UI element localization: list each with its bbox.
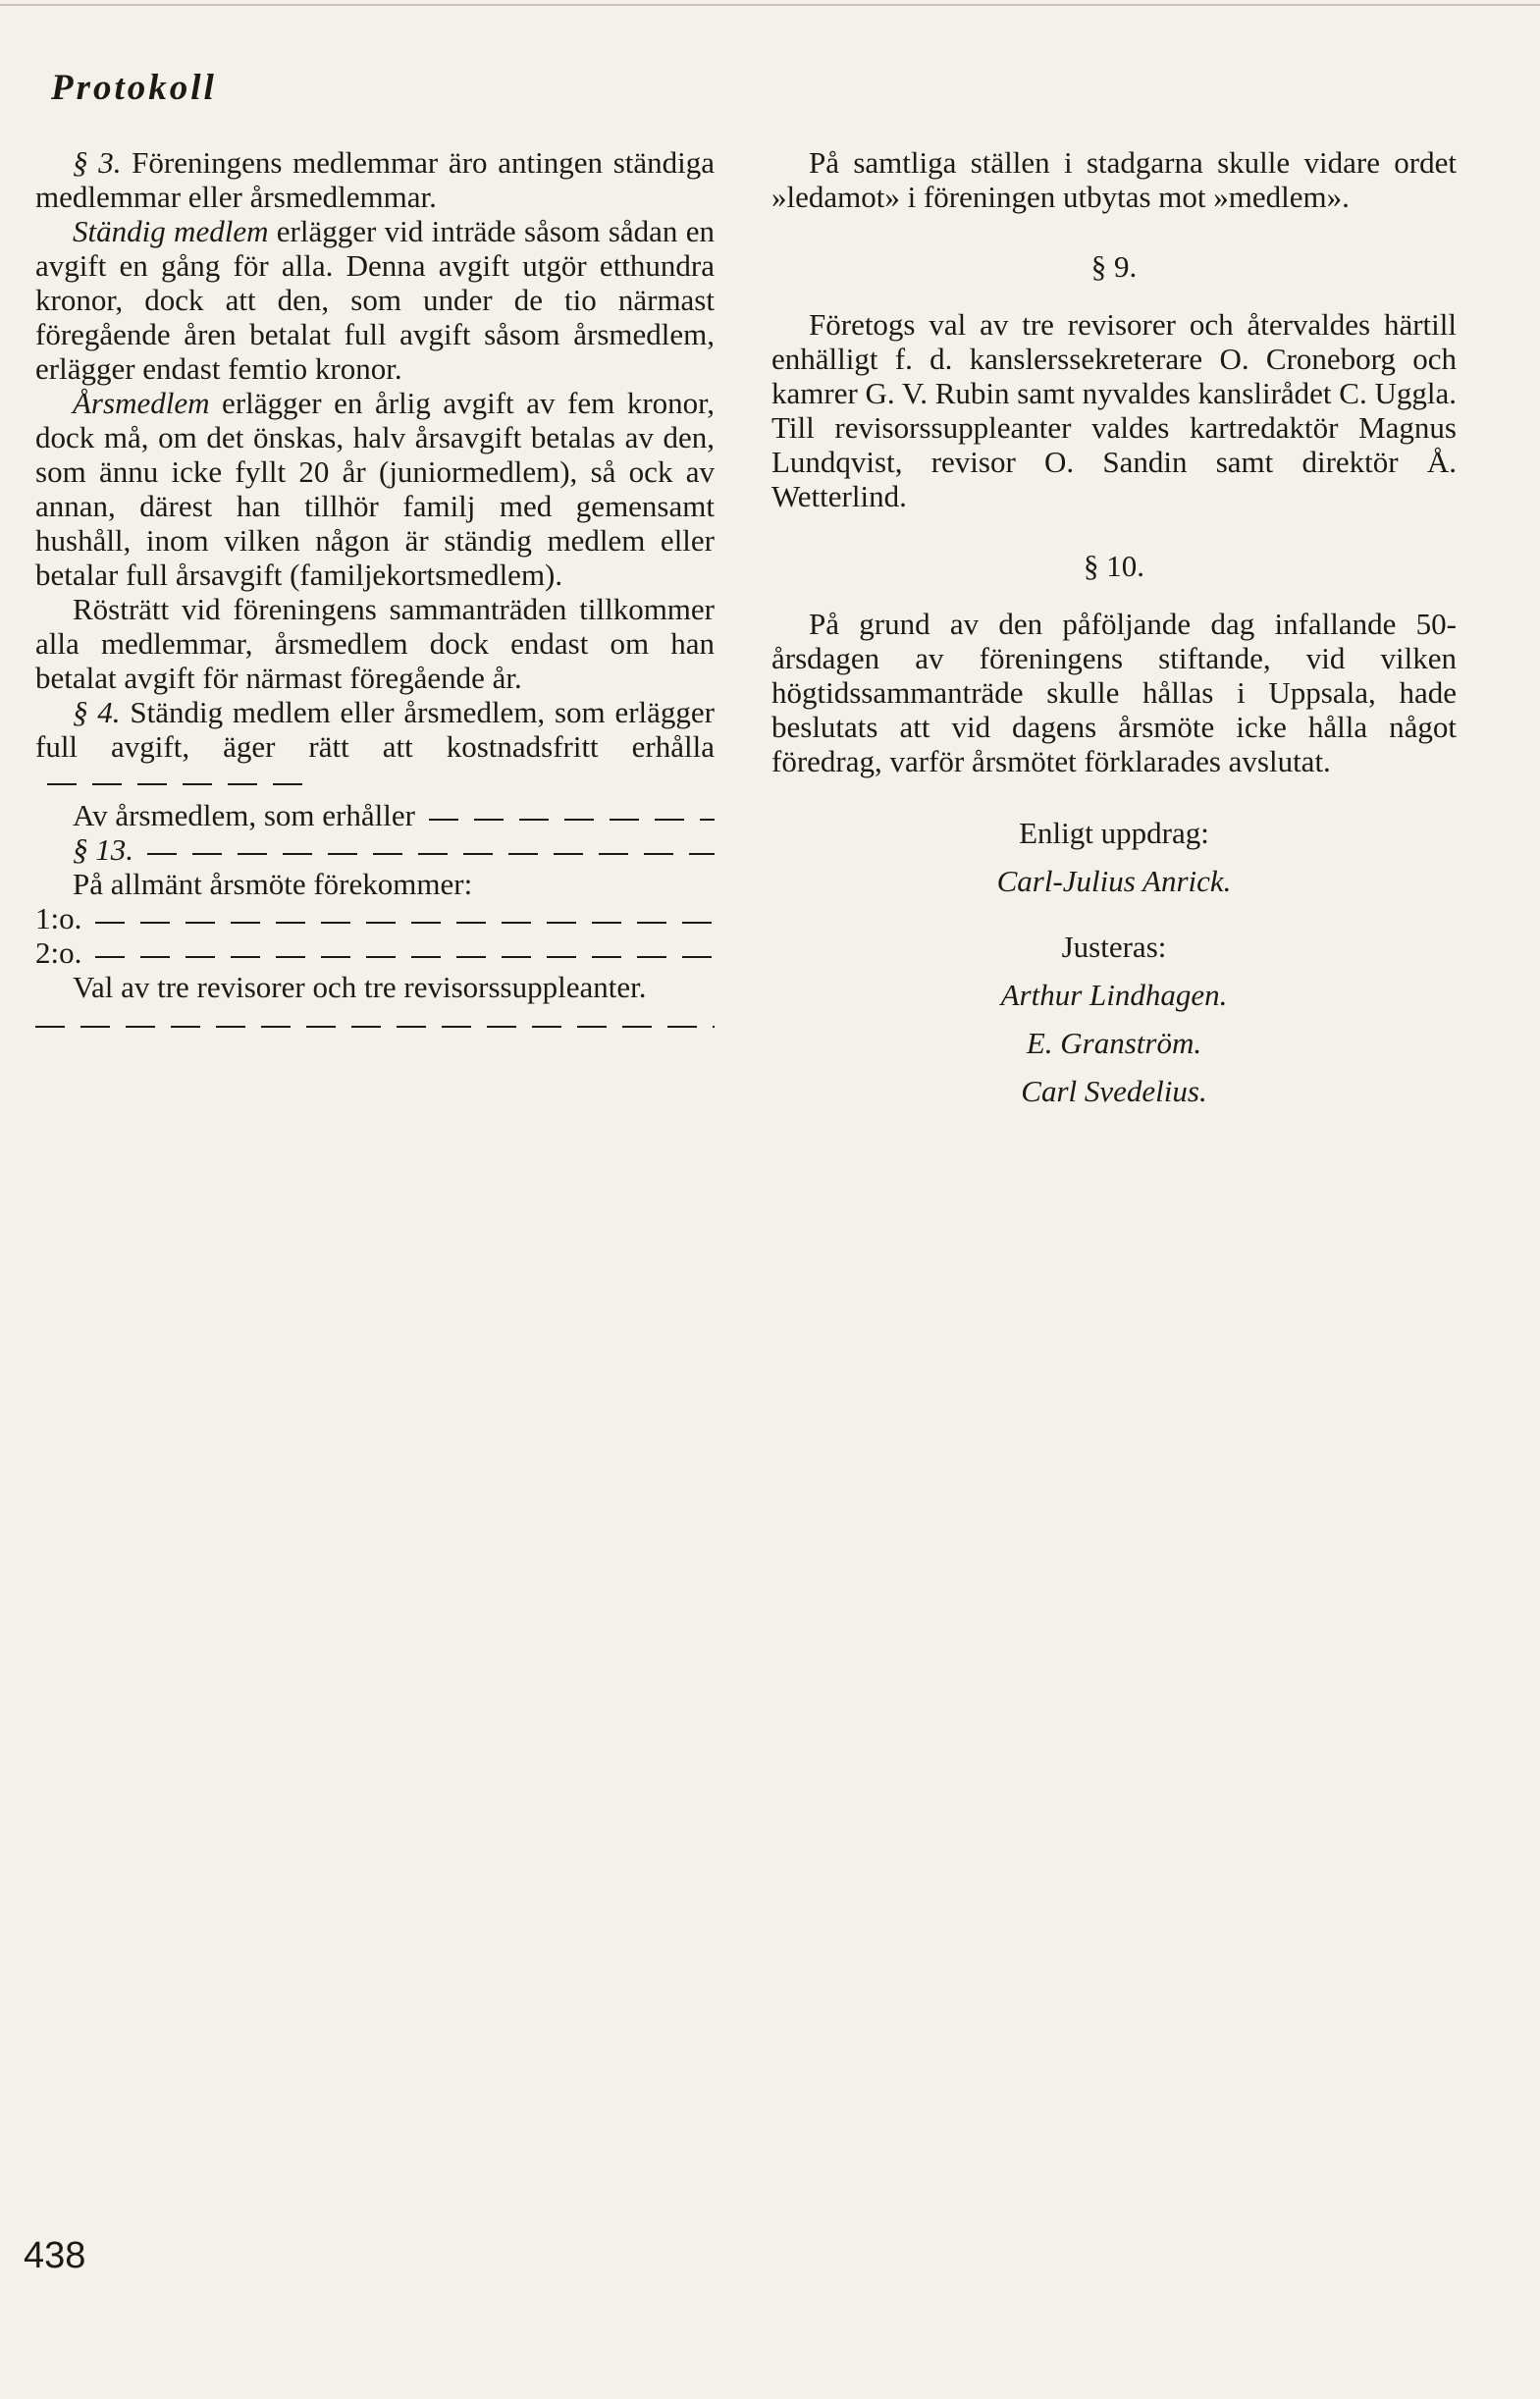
paragraph-section-4 — [35, 695, 715, 798]
section-9-heading: § 9. — [1090, 249, 1138, 284]
item-1-dashes — [95, 922, 715, 924]
line-item-2 — [35, 935, 715, 970]
line-allmant-arsmote: På allmänt årsmöte förekommer: — [73, 867, 473, 901]
line-item-1 — [35, 901, 715, 935]
line-av-arsmedlem-dashes — [429, 819, 715, 821]
secretary-signature: Carl-Julius Anrick. — [996, 864, 1232, 898]
verifier-signature-3: Carl Svedelius. — [1021, 1074, 1207, 1108]
verifier-signature-2: E. Granström. — [1026, 1026, 1202, 1060]
section-4-label: § 4. — [73, 695, 121, 729]
arsmedlem-text: erlägger en årlig avgift av fem kronor, dock må, om det önskas, halv årsavgift betalas av den, som ännu icke fyllt 20 år (juniormedlem), så ock av annan, därest han tillhör familj med gemensamt hushåll, inom vilken någon är ständig medlem eller betalar full årsavgift (familjekortsmedlem). — [35, 386, 715, 592]
page-header: Protokoll — [51, 68, 217, 108]
item-1-label: 1:o. — [35, 901, 82, 935]
line-av-arsmedlem — [35, 798, 715, 832]
paragraph-arsmedlem — [35, 386, 715, 592]
verified-label: Justeras: — [1061, 930, 1167, 964]
right-column — [771, 145, 1457, 1108]
line-av-arsmedlem-label: Av årsmedlem, som erhåller — [73, 798, 415, 832]
paragraph-val-revisorer: Val av tre revisorer och tre revisorssuppleanter. — [73, 970, 647, 1004]
line-section-13 — [35, 832, 715, 867]
paragraph-standig-medlem — [35, 214, 715, 386]
arsmedlem-lead: Årsmedlem — [73, 386, 210, 420]
section-4-text: Ständig medlem eller årsmedlem, som erlägger full avgift, äger rätt att kostnadsfritt erhålla — [35, 695, 716, 764]
page-number: 438 — [24, 2235, 86, 2276]
item-2-label: 2:o. — [35, 935, 82, 970]
line-section-13-dashes — [147, 853, 715, 855]
paragraph-rostratt: Rösträtt vid föreningens sammanträden tillkommer alla medlemmar, årsmedlem dock endast om han betalat avgift för närmast föregående år. — [35, 592, 715, 695]
section-10-heading: § 10. — [1084, 549, 1144, 583]
top-edge-rule — [0, 4, 1540, 6]
paragraph-ledamot-change: På samtliga ställen i stadgarna skulle vidare ordet »ledamot» i föreningen utbytas mot »medlem». — [771, 145, 1457, 214]
section-4-dash-rule — [47, 783, 312, 785]
section-3-text: Föreningens medlemmar äro antingen ständiga medlemmar eller årsmedlemmar. — [35, 145, 715, 214]
signature-block — [771, 816, 1457, 1108]
paragraph-section-10: På grund av den påföljande dag infallande 50-årsdagen av föreningens stiftande, vid vilken högtidssammanträde skulle hållas i Uppsala, hade beslutats att vid dagens årsmöte icke hålla något föredrag, varför årsmötet förklarades avslutat. — [771, 607, 1457, 778]
assignment-label: Enligt uppdrag: — [1019, 816, 1209, 850]
left-column — [35, 145, 715, 1028]
item-2-dashes — [95, 956, 715, 958]
paragraph-section-9: Företogs val av tre revisorer och återvaldes härtill enhälligt f. d. kanslerssekreterare O. Croneborg och kamrer G. V. Rubin samt nyvaldes kanslirådet C. Uggla. Till revisorssuppleanter valdes kartredaktör Magnus Lundqvist, revisor O. Sandin samt direktör Å. Wetterlind. — [771, 307, 1457, 513]
section-3-label: § 3. — [73, 145, 122, 180]
standig-medlem-lead: Ständig medlem — [73, 214, 269, 248]
verifier-signature-1: Arthur Lindhagen. — [1000, 978, 1228, 1012]
standig-medlem-text: erlägger vid inträde såsom sådan en avgift en gång för alla. Denna avgift utgör etthundra kronor, dock att den, som under de tio närmast föregående åren betalat full avgift såsom årsmedlem, erlägger endast femtio kronor. — [35, 214, 715, 386]
closing-dash-rule — [35, 1026, 715, 1028]
section-13-label: § 13. — [73, 832, 133, 867]
paragraph-section-3 — [35, 145, 715, 214]
